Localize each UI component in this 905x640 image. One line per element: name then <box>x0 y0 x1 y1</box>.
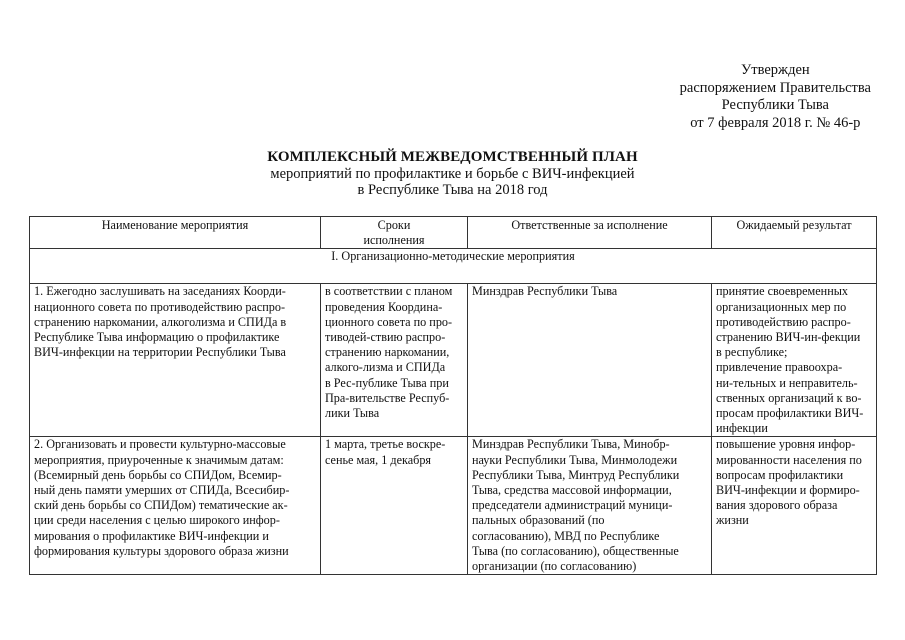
cell-term: в соответствии с планом проведения Координа- ционного совета по про- тиводей-ствию распро- странению наркомании, алкого-лизма и СПИДа в Рес-публике Тыва при Пра-вительстве Респуб- лики Тыва <box>321 284 468 437</box>
approval-line: от 7 февраля 2018 г. № 46-р <box>690 114 861 131</box>
cell-result: повышение уровня инфор- мированности населения по вопросам профилактики ВИЧ-инфекции и формиро- вания здорового образа жизни <box>712 437 877 575</box>
approval-line: распоряжением Правительства <box>679 79 871 96</box>
approval-stamp <box>680 62 871 132</box>
plan-table <box>29 216 877 575</box>
column-header: Сроки исполнения <box>321 217 468 249</box>
cell-term: 1 марта, третье воскре- сенье мая, 1 декабря <box>321 437 468 575</box>
title-main: КОМПЛЕКСНЫЙ МЕЖВЕДОМСТВЕННЫЙ ПЛАН <box>267 149 638 165</box>
title-subtitle: в Республике Тыва на 2018 год <box>357 182 548 198</box>
title-subtitle: мероприятий по профилактике и борьбе с ВИЧ-инфекцией <box>270 166 635 182</box>
cell-responsible: Минздрав Республики Тыва, Минобр- науки Республики Тыва, Минмолодежи Республики Тыва, Минтруд Республики Тыва, средства массовой информации, председатели администраций муници- пальных образований (по согласованию), МВД по Республике Тыва (по согласованию), общественные организации (по согласованию) <box>468 437 712 575</box>
section-row <box>30 249 877 284</box>
table-row <box>30 284 877 437</box>
section-title: I. Организационно-методические мероприятия <box>30 249 877 284</box>
table-header-row <box>30 217 877 249</box>
cell-result: принятие своевременных организационных мер по противодействию распро- странению ВИЧ-ин-фекции в республике; привлечение правоохра- ни-тельных и неправитель- ственных организаций к во- просам профилактики ВИЧ- инфекции <box>712 284 877 437</box>
column-header: Ожидаемый результат <box>712 217 877 249</box>
cell-responsible: Минздрав Республики Тыва <box>468 284 712 437</box>
table-row <box>30 437 877 575</box>
document-title <box>0 148 905 198</box>
column-header: Наименование мероприятия <box>30 217 321 249</box>
approval-line: Республики Тыва <box>721 97 829 113</box>
column-header: Ответственные за исполнение <box>468 217 712 249</box>
approval-line: Утвержден <box>741 62 810 78</box>
cell-activity: 1. Ежегодно заслушивать на заседаниях Коорди- национного совета по противодействию распро- странению наркомании, алкоголизма и СПИДа в Республике Тыва информацию о профилактике ВИЧ-инфекции на территории Республики Тыва <box>30 284 321 437</box>
cell-activity: 2. Организовать и провести культурно-массовые мероприятия, приуроченные к значимым датам: (Всемирный день борьбы со СПИДом, Всемир- ный день памяти умерших от СПИДа, Всесибир- ский день борьбы со СПИДом) тематические ак- ции среди населения с целью широкого инфор- мирования о профилактике ВИЧ-инфекции и формирования культуры здорового образа жизни <box>30 437 321 575</box>
